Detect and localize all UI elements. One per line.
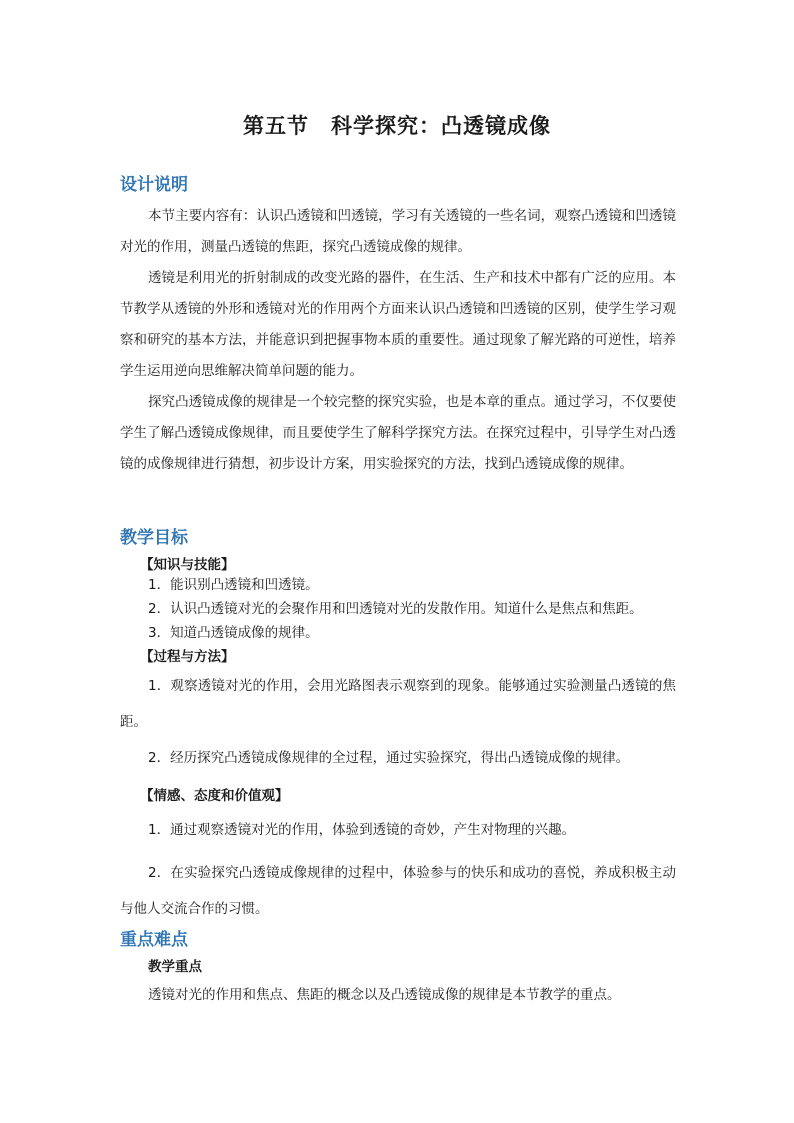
section-heading-keypoints: 重点难点 (120, 930, 188, 950)
knowledge-skills-label: 【知识与技能】 (140, 557, 235, 573)
teaching-key-label: 教学重点 (148, 959, 202, 975)
section-heading-design: 设计说明 (120, 175, 188, 195)
knowledge-item-3: 3．知道凸透镜成像的规律。 (148, 625, 319, 641)
attitude-item-1: 1．通过观察透镜对光的作用，体验到透镜的奇妙，产生对物理的兴趣。 (148, 822, 576, 838)
teaching-key-text: 透镜对光的作用和焦点、焦距的概念以及凸透镜成像的规律是本节教学的重点。 (148, 987, 621, 1003)
attitude-item-2: 2．在实验探究凸透镜成像规律的过程中，体验参与的快乐和成功的喜悦，养成积极主动与他人交流合作的习惯。 (120, 865, 676, 917)
design-paragraph-2: 透镜是利用光的折射制成的改变光路的器件，在生活、生产和技术中都有广泛的应用。本节教学从透镜的外形和透镜对光的作用两个方面来认识凸透镜和凹透镜的区别，使学生学习观察和研究的基本方法，并能意识到把握事物本质的重要性。通过现象了解光路的可逆性，培养学生运用逆向思维解决简单问题的能力。 (120, 270, 676, 379)
knowledge-item-2: 2．认识凸透镜对光的会聚作用和凹透镜对光的发散作用。知道什么是焦点和焦距。 (148, 601, 643, 617)
section-heading-goals: 教学目标 (120, 528, 188, 548)
process-item-1: 1．观察透镜对光的作用，会用光路图表示观察到的现象。能够通过实验测量凸透镜的焦距。 (120, 678, 676, 730)
attitude-values-label: 【情感、态度和价值观】 (140, 788, 289, 804)
process-methods-label: 【过程与方法】 (140, 649, 235, 665)
page-title: 第五节 科学探究：凸透镜成像 (243, 114, 551, 138)
knowledge-item-1: 1．能识别凸透镜和凹透镜。 (148, 577, 319, 593)
design-paragraph-1: 本节主要内容有：认识凸透镜和凹透镜，学习有关透镜的一些名词，观察凸透镜和凹透镜对光的作用，测量凸透镜的焦距，探究凸透镜成像的规律。 (120, 208, 676, 255)
process-item-2: 2．经历探究凸透镜成像规律的全过程，通过实验探究，得出凸透镜成像的规律。 (148, 750, 630, 766)
design-paragraph-3: 探究凸透镜成像的规律是一个较完整的探究实验，也是本章的重点。通过学习，不仅要使学生了解凸透镜成像规律，而且要使学生了解科学探究方法。在探究过程中，引导学生对凸透镜的成像规律进行猜想，初步设计方案，用实验探究的方法，找到凸透镜成像的规律。 (120, 394, 676, 472)
